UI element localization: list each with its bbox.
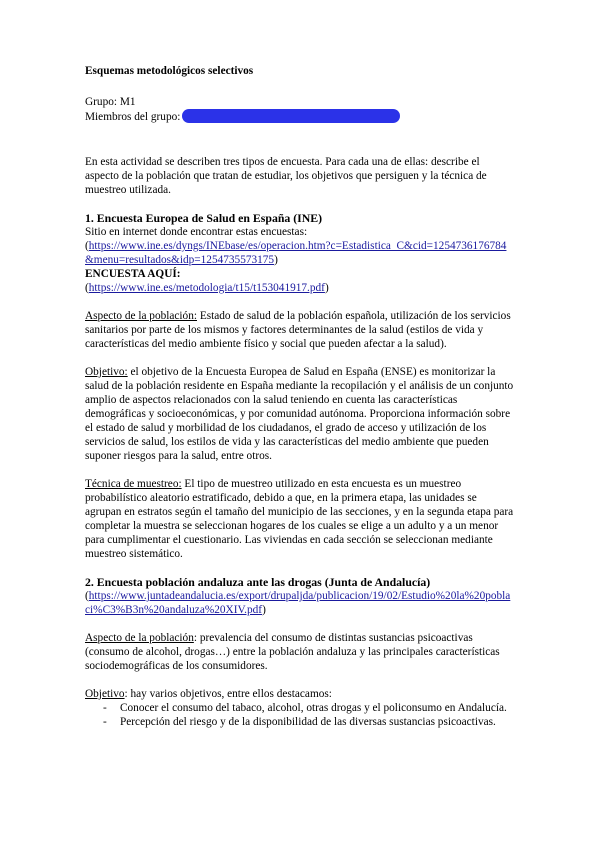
document-title: Esquemas metodológicos selectivos: [85, 65, 254, 77]
objetivos-list: [85, 701, 515, 729]
section1-tecnica: Técnica de muestreo: El tipo de muestreo utilizado en esta encuesta es un muestreo probabilístico aleatorio estratificado, debido a que, en la primera etapa, las unidades se agrupan en estratos según el tamaño del municipio de las secciones, y en la segunda etapa para completar la muestra se seleccionan hogares de los cuales se elige a un adulto y a un menor para cumplimentar el cuestionario. Las viviendas en cada sección se seleccionan mediante muestreo sistemático.: [85, 478, 514, 560]
aspecto-label: Aspecto de la población: [85, 632, 194, 644]
ine-metodologia-link[interactable]: https://www.ine.es/metodologia/t15/t153041917.pdf: [88, 282, 325, 294]
section2-objetivo: Objetivo: hay varios objetivos, entre ellos destacamos:: [85, 688, 332, 700]
section1-objetivo: Objetivo: el objetivo de la Encuesta Europea de Salud en España (ENSE) es monitorizar la salud de la población residente en España mediante la recopilación y el análisis de un conjunto amplio de aspectos relacionados con la salud teniendo en cuenta las características demográficas y socioeconómicas, y por comunidad autónoma. Proporciona información sobre el estado de salud y morbilidad de los ciudadanos, el grado de acceso y utilización de los servicios de salud, los estilos de vida y las características del medio ambiente que pueden suponer riesgos para la salud, entre otros.: [85, 366, 514, 462]
members-label: Miembros del grupo:: [85, 111, 181, 123]
members-line: [85, 109, 515, 124]
section1-site-link-line: (https://www.ine.es/dyngs/INEbase/es/operacion.htm?c=Estadistica_C&cid=1254736176784&menu=resultados&idp=1254735573175): [85, 240, 507, 266]
section1-aspecto: Aspecto de la población: Estado de salud de la población española, utilización de los servicios sanitarios por parte de los mismos y factores determinantes de la salud (estilos de vida y características del medio ambiente físico y social que pueden afectar a la salud).: [85, 310, 511, 350]
objetivo-label: Objetivo: [85, 688, 125, 700]
list-item: - Percepción del riesgo y de la disponibilidad de las diversas sustancias psicoactivas.: [103, 716, 496, 728]
section2-aspecto: Aspecto de la población: prevalencia del consumo de distintas sustancias psicoactivas (consumo de alcohol, drogas…) entre la población andaluza y las principales características sociodemográficas de los consumidores.: [85, 632, 500, 672]
list-item: - Conocer el consumo del tabaco, alcohol, otras drogas y el policonsumo en Andalucía.: [103, 702, 507, 714]
junta-andalucia-link[interactable]: https://www.juntadeandalucia.es/export/drupaljda/publicacion/19/02/Estudio%20la%20poblaci%C3%B3n%20andaluza%20XIV.pdf: [85, 590, 511, 616]
tecnica-label: Técnica de muestreo:: [85, 478, 182, 490]
section2-heading: 2. Encuesta población andaluza ante las drogas (Junta de Andalucía): [85, 575, 431, 589]
encuesta-aqui-label: ENCUESTA AQUÍ:: [85, 268, 181, 280]
intro-paragraph: En esta actividad se describen tres tipos de encuesta. Para cada una de ellas: describe el aspecto de la población que tratan de estudiar, los objetivos que persiguen y la técnica de muestreo utilizada.: [85, 156, 487, 196]
ine-operacion-link[interactable]: https://www.ine.es/dyngs/INEbase/es/operacion.htm?c=Estadistica_C&cid=1254736176784&menu=resultados&idp=1254735573175: [85, 240, 507, 266]
redacted-names: [182, 109, 400, 123]
encuesta-link-line: (https://www.ine.es/metodologia/t15/t153041917.pdf): [85, 282, 329, 294]
section2-link-line: (https://www.juntadeandalucia.es/export/drupaljda/publicacion/19/02/Estudio%20la%20poblaci%C3%B3n%20andaluza%20XIV.pdf): [85, 590, 511, 616]
section1-site-text: Sitio en internet donde encontrar estas encuestas:: [85, 226, 308, 238]
section1-heading: 1. Encuesta Europea de Salud en España (INE): [85, 211, 323, 225]
group-label: Grupo: M1: [85, 96, 136, 108]
objetivo-label: Objetivo:: [85, 366, 128, 378]
document-page: [85, 64, 515, 729]
aspecto-label: Aspecto de la población:: [85, 310, 197, 322]
